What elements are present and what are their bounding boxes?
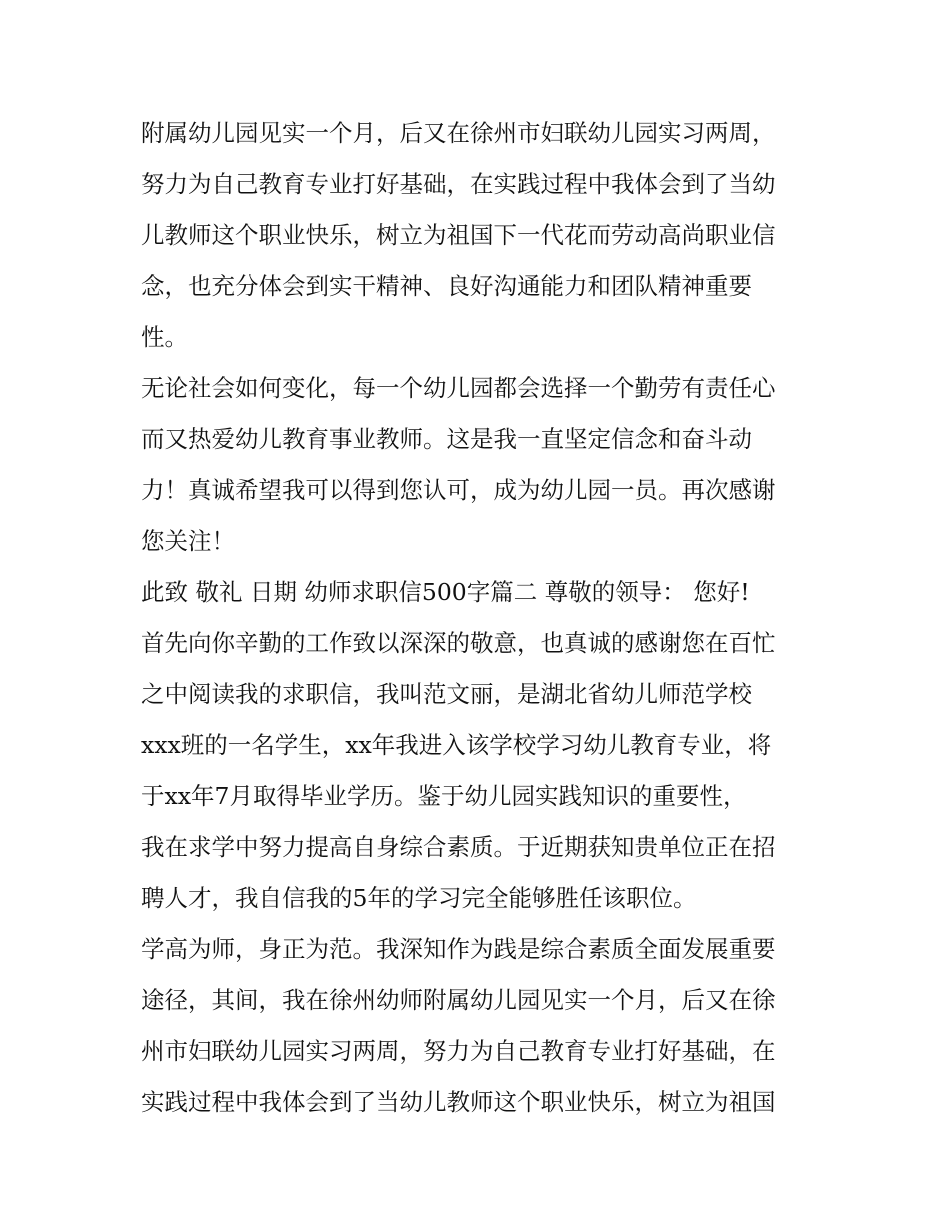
text-line: 之中阅读我的求职信，我叫范文丽，是湖北省幼儿师范学校 <box>141 680 752 708</box>
text-line: 实践过程中我体会到了当幼儿教师这个职业快乐，树立为祖国 <box>141 1088 776 1116</box>
text-line: 力！真诚希望我可以得到您认可，成为幼儿园一员。再次感谢 <box>141 476 776 504</box>
text-line: 念，也充分体会到实干精神、良好沟通能力和团队精神重要 <box>141 272 752 300</box>
text-line: 我在求学中努力提高自身综合素质。于近期获知贵单位正在招 <box>141 833 776 861</box>
text-line: 此致 敬礼 日期 幼师求职信500字篇二 尊敬的领导： 您好! <box>141 578 750 606</box>
text-line: 于xx年7月取得毕业学历。鉴于幼儿园实践知识的重要性， <box>141 782 747 810</box>
text-line: xxx班的一名学生，xx年我进入该学校学习幼儿教育专业，将 <box>141 731 772 759</box>
text-line: 无论社会如何变化，每一个幼儿园都会选择一个勤劳有责任心 <box>141 374 776 402</box>
text-line: 聘人才，我自信我的5年的学习完全能够胜任该职位。 <box>141 884 697 912</box>
text-line: 您关注！ <box>141 527 235 555</box>
document-body <box>141 108 821 1128</box>
text-line: 儿教师这个职业快乐，树立为祖国下一代花而劳动高尚职业信 <box>141 221 776 249</box>
text-line: 附属幼儿园见实一个月，后又在徐州市妇联幼儿园实习两周， <box>141 119 776 147</box>
text-line: 途径，其间，我在徐州幼师附属幼儿园见实一个月，后又在徐 <box>141 986 776 1014</box>
text-line: 首先向你辛勤的工作致以深深的敬意，也真诚的感谢您在百忙 <box>141 629 776 657</box>
text-line: 州市妇联幼儿园实习两周，努力为自己教育专业打好基础，在 <box>141 1037 776 1065</box>
text-line: 学高为师，身正为范。我深知作为践是综合素质全面发展重要 <box>141 935 776 963</box>
text-line: 努力为自己教育专业打好基础，在实践过程中我体会到了当幼 <box>141 170 776 198</box>
text-line: 而又热爱幼儿教育事业教师。这是我一直坚定信念和奋斗动 <box>141 425 752 453</box>
text-line: 性。 <box>141 323 188 351</box>
